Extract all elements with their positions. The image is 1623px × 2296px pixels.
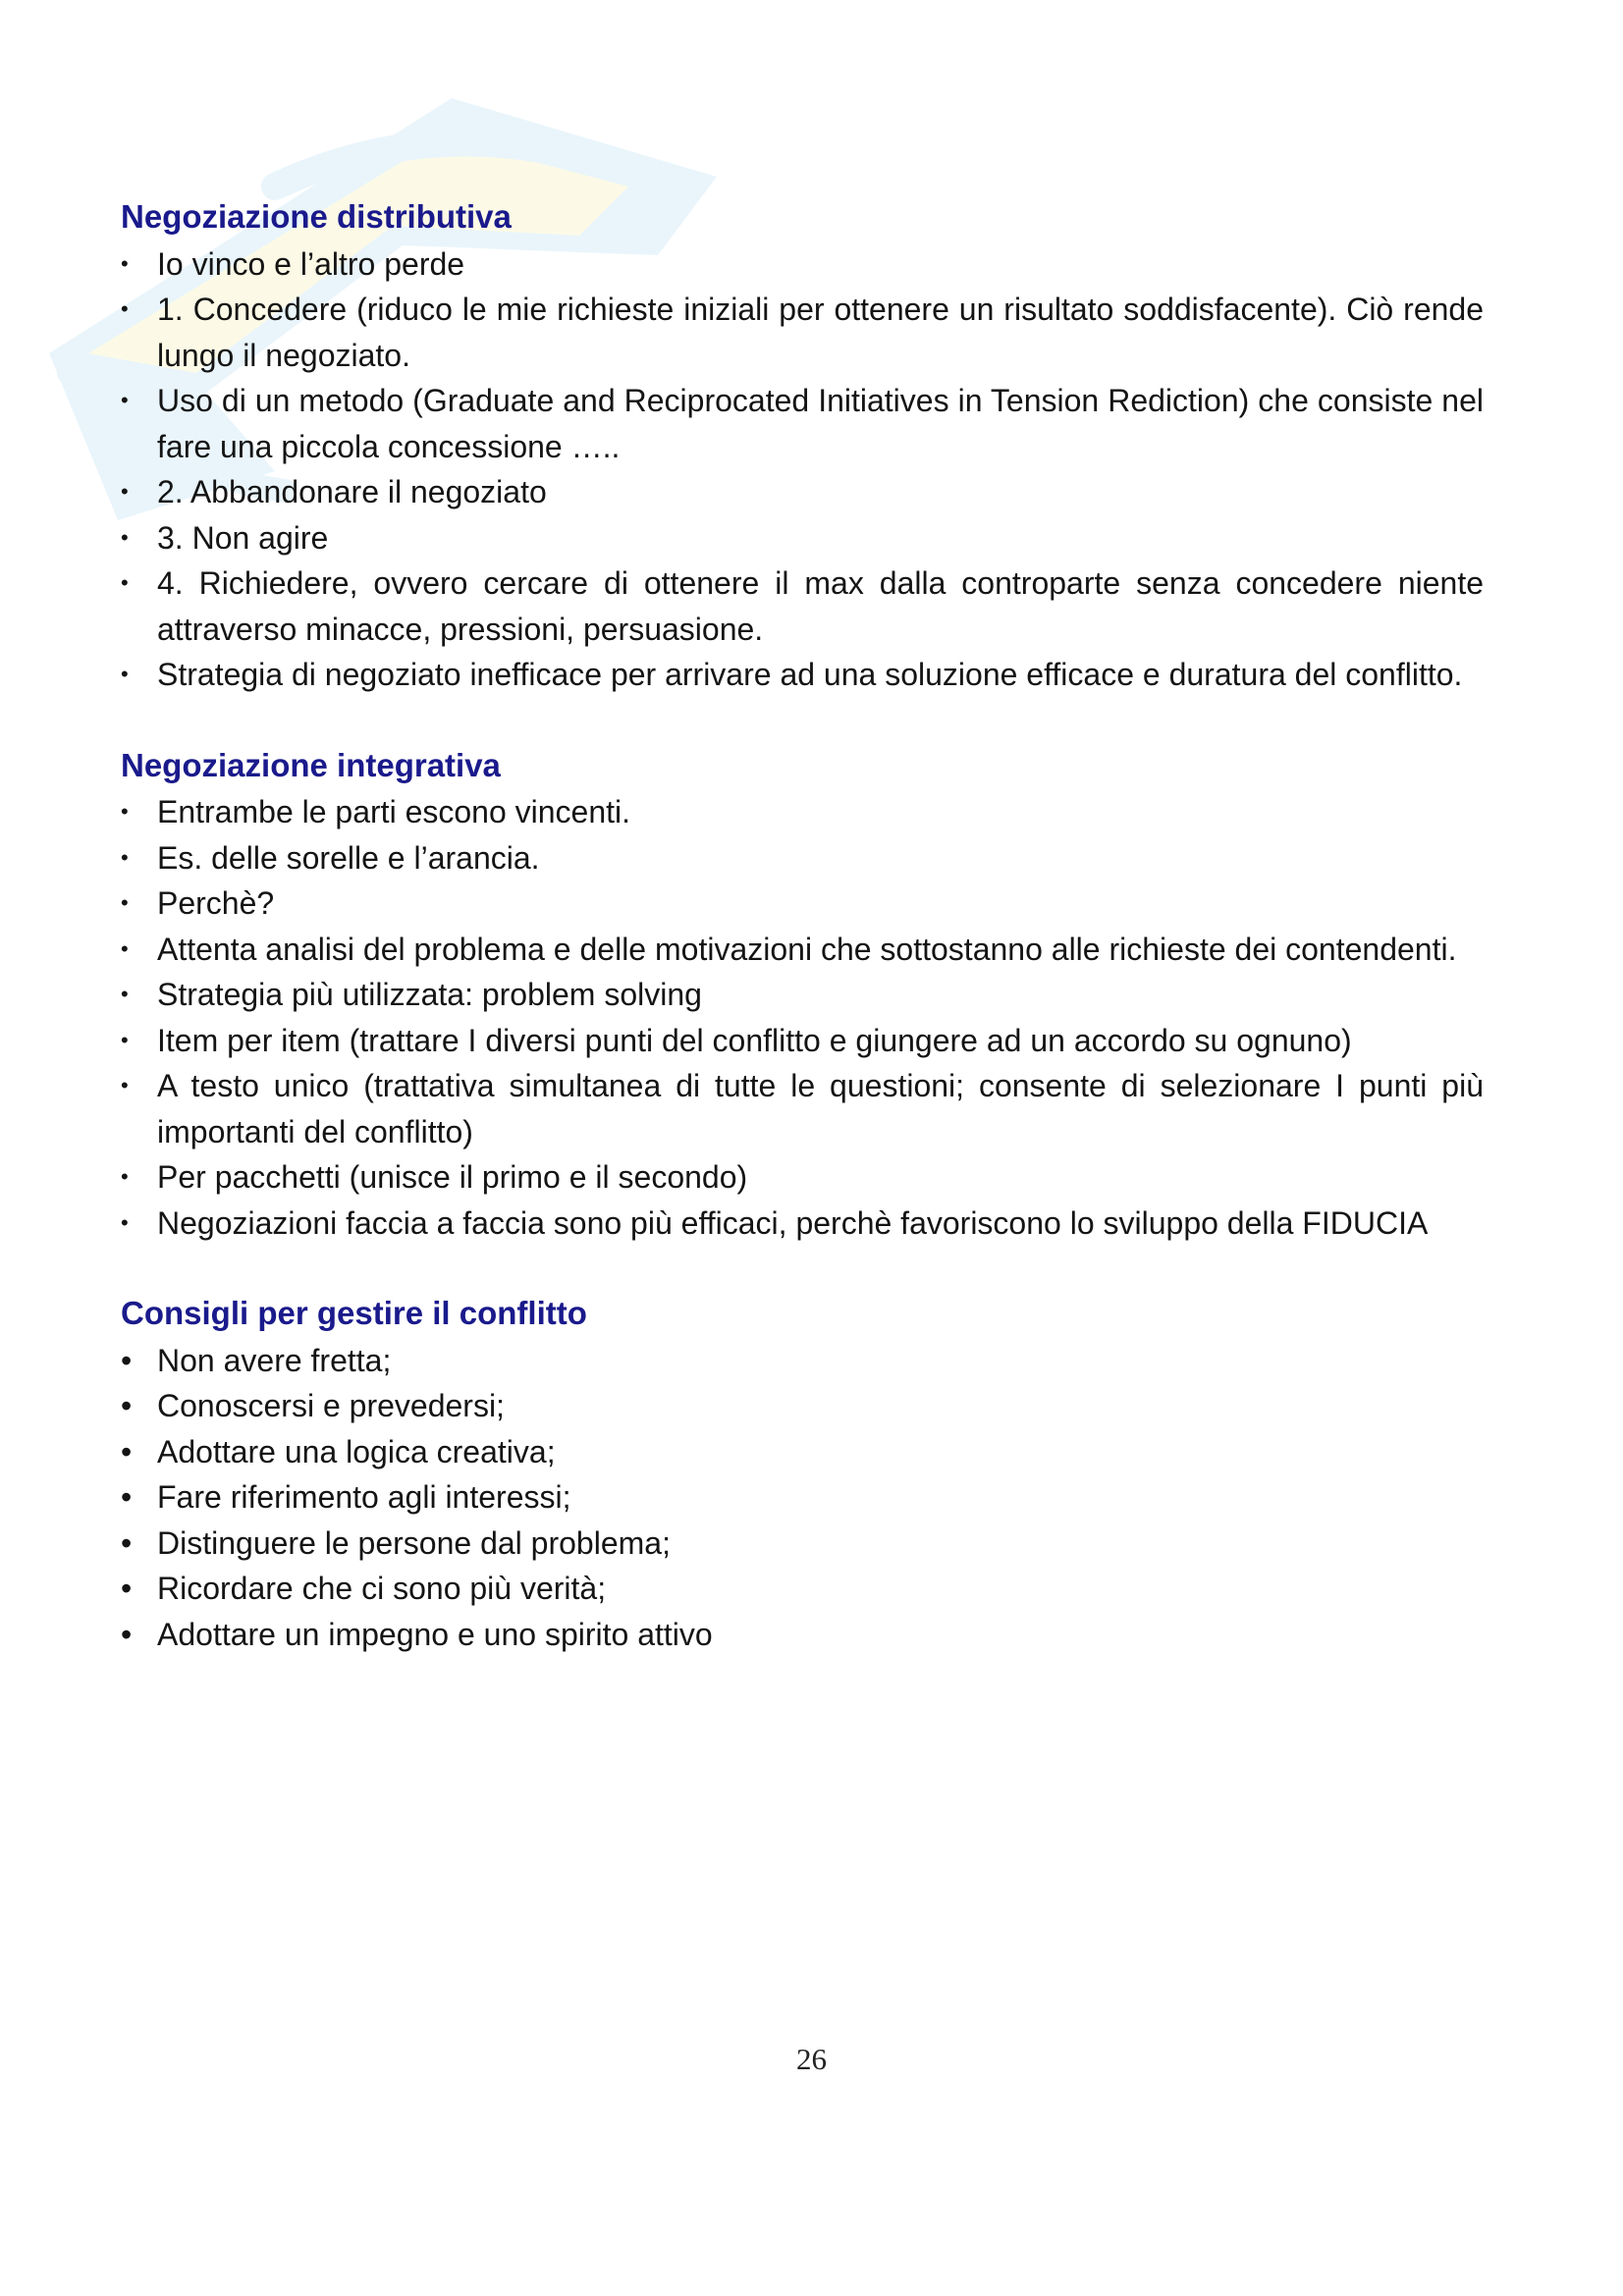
list-item: • Adottare una logica creativa; — [121, 1429, 1484, 1475]
list-item: • Non avere fretta; — [121, 1338, 1484, 1384]
section-heading: Consigli per gestire il conflitto — [121, 1295, 587, 1331]
page-content — [121, 194, 1484, 1657]
bullet-list — [121, 789, 1484, 1246]
bullet-list — [121, 1338, 1484, 1658]
section-heading: Negoziazione distributiva — [121, 198, 512, 235]
bullet-icon: • — [121, 1209, 129, 1235]
bullet-icon: • — [121, 799, 129, 824]
list-item: • Es. delle sorelle e l’arancia. — [121, 835, 1484, 881]
list-item: • Strategia più utilizzata: problem solving — [121, 972, 1484, 1018]
list-item: • Per pacchetti (unisce il primo e il secondo) — [121, 1154, 1484, 1201]
section-advice — [121, 1291, 1484, 1657]
bullet-icon: • — [121, 1073, 129, 1097]
bullet-icon: • — [121, 844, 129, 870]
bullet-icon: • — [121, 1479, 133, 1515]
bullet-icon: • — [121, 296, 129, 321]
list-item: • 1. Concedere (riduco le mie richieste iniziali per ottenere un risultato soddisfacente). Ciò rende lungo il negoziato. — [121, 287, 1484, 378]
list-item: • Perchè? — [121, 881, 1484, 927]
list-item: • 3. Non agire — [121, 515, 1484, 561]
bullet-icon: • — [121, 1388, 133, 1423]
bullet-icon: • — [121, 388, 129, 412]
bullet-list — [121, 241, 1484, 698]
bullet-icon: • — [121, 1524, 133, 1561]
section-heading: Negoziazione integrativa — [121, 746, 501, 783]
list-item: • Distinguere le persone dal problema; — [121, 1521, 1484, 1567]
list-item: • Attenta analisi del problema e delle motivazioni che sottostanno alle richieste dei contendenti. — [121, 927, 1484, 973]
list-item: • Negoziazioni faccia a faccia sono più efficaci, perchè favoriscono lo sviluppo della FIDUCIA — [121, 1201, 1484, 1247]
bullet-icon: • — [121, 982, 129, 1006]
section-distributive — [121, 194, 1484, 698]
list-item: • Ricordare che ci sono più verità; — [121, 1566, 1484, 1612]
bullet-icon: • — [121, 662, 129, 686]
list-item: • Item per item (trattare I diversi punti del conflitto e giungere ad un accordo su ognuno) — [121, 1018, 1484, 1064]
bullet-icon: • — [121, 890, 129, 915]
page-number: 26 — [796, 2042, 827, 2076]
bullet-icon: • — [121, 570, 129, 595]
list-item: • Entrambe le parti escono vincenti. — [121, 789, 1484, 835]
bullet-icon: • — [121, 1571, 133, 1606]
list-item: • Io vinco e l’altro perde — [121, 241, 1484, 288]
list-item: • Adottare un impegno e uno spirito attivo — [121, 1612, 1484, 1658]
list-item: • Strategia di negoziato inefficace per arrivare ad una soluzione efficace e duratura del conflitto. — [121, 652, 1484, 698]
list-item: • Conoscersi e prevedersi; — [121, 1383, 1484, 1429]
bullet-icon: • — [121, 935, 129, 961]
list-item: • A testo unico (trattativa simultanea di tutte le questioni; consente di selezionare I punti più importanti del conflitto) — [121, 1063, 1484, 1154]
bullet-icon: • — [121, 1164, 129, 1189]
bullet-icon: • — [121, 1027, 129, 1052]
bullet-icon: • — [121, 524, 129, 550]
list-item: • Uso di un metodo (Graduate and Reciprocated Initiatives in Tension Rediction) che consiste nel fare una piccola concessione ….. — [121, 378, 1484, 469]
list-item: • 2. Abbandonare il negoziato — [121, 469, 1484, 515]
section-integrative — [121, 743, 1484, 1247]
bullet-icon: • — [121, 1433, 133, 1469]
bullet-icon: • — [121, 1616, 133, 1652]
bullet-icon: • — [121, 250, 129, 276]
list-item: • 4. Richiedere, ovvero cercare di ottenere il max dalla controparte senza concedere niente attraverso minacce, pressioni, persuasione. — [121, 561, 1484, 652]
bullet-icon: • — [121, 479, 129, 504]
bullet-icon: • — [121, 1342, 133, 1378]
list-item: • Fare riferimento agli interessi; — [121, 1474, 1484, 1521]
